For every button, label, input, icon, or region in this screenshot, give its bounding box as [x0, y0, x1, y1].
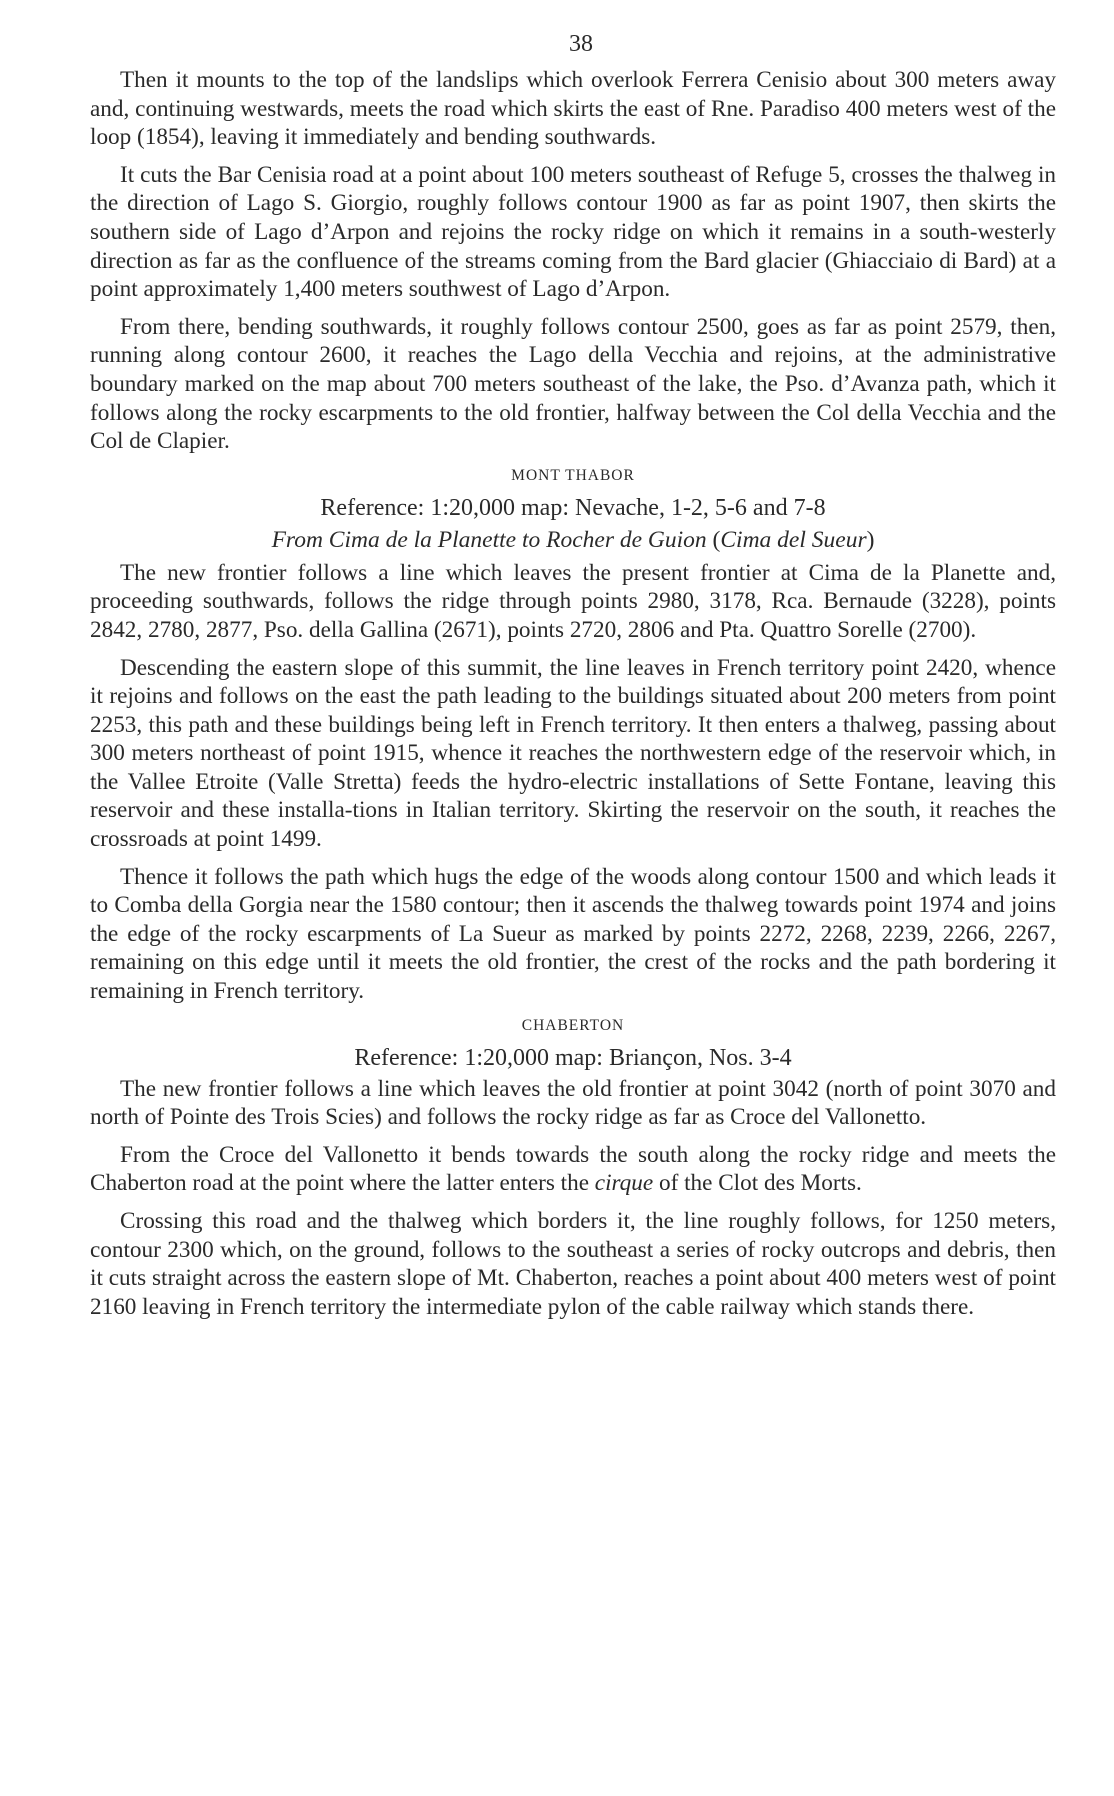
document-page: [90, 28, 1056, 1330]
italic-term: cirque: [594, 1170, 654, 1197]
map-reference-chaberton: Reference: 1:20,000 map: Briançon, Nos. 3-4: [354, 1044, 792, 1071]
subheading-alt-name: Cima del Sueur: [720, 526, 867, 553]
subheading-paren-close: ): [866, 526, 875, 553]
paragraph-text: From the Croce del Vallonetto it bends towards the south along the rocky ridge and meets the Chaberton road at the point where the latter enters the: [90, 1141, 1056, 1197]
body-paragraph: Thence it follows the path which hugs the edge of the woods along contour 1500 and which leads it to Comba della Gorgia near the 1580 contour; then it ascends the thalweg towards point 1974 and joins the edge of the rocky escarpments of La Sueur as marked by points 2272, 2268, 2239, 2266, 2267, remaining on this edge until it meets the old frontier, the crest of the rocks and the path bordering it remaining in French territory.: [90, 863, 1056, 1005]
map-reference-mont-thabor: Reference: 1:20,000 map: Nevache, 1-2, 5-6 and 7-8: [320, 494, 826, 521]
subheading-paren-open: (: [712, 526, 721, 553]
subsection-heading-mont-thabor: [90, 525, 1056, 555]
body-paragraph: [90, 1141, 1056, 1198]
body-paragraph: From there, bending southwards, it roughly follows contour 2500, goes as far as point 2579, then, running along contour 2600, it reaches the Lago della Vecchia and rejoins, at the administrative boundary marked on the map about 700 meters southeast of the lake, the Pso. d’Avanza path, which it follows along the rocky escarpments to the old frontier, halfway between the Col della Vecchia and the Col de Clapier.: [90, 313, 1056, 455]
body-paragraph: The new frontier follows a line which leaves the present frontier at Cima de la Planette and, proceeding southwards, follows the ridge through points 2980, 3178, Rca. Bernaude (3228), points 2842, 2780, 2877, Pso. della Gallina (2671), points 2720, 2806 and Pta. Quattro Sorelle (2700).: [90, 559, 1056, 643]
body-paragraph: Crossing this road and the thalweg which borders it, the line roughly follows, for 1250 meters, contour 2300 which, on the ground, follows to the southeast a series of rocky outcrops and debris, then it cuts straight across the eastern slope of Mt. Chaberton, reaches a point about 400 meters west of point 2160 leaving in French territory the intermediate pylon of the cable railway which stands there.: [90, 1208, 1056, 1320]
body-paragraph: Then it mounts to the top of the landslips which overlook Ferrera Cenisio about 300 meters away and, continuing westwards, meets the road which skirts the east of Rne. Paradiso 400 meters west of the loop (1854), leaving it immediately and bending southwards.: [90, 67, 1056, 151]
subheading-text: From Cima de la Planette to Rocher de Guion: [271, 526, 707, 553]
body-paragraph: The new frontier follows a line which leaves the old frontier at point 3042 (north of point 3070 and north of Pointe des Trois Scies) and follows the rocky ridge as far as Croce del Vallonetto.: [90, 1075, 1056, 1131]
paragraph-text: of the Clot des Morts.: [653, 1170, 862, 1197]
page-number: 38: [569, 31, 593, 57]
body-paragraph: It cuts the Bar Cenisia road at a point about 100 meters southeast of Refuge 5, crosses the thalweg in the direction of Lago S. Giorgio, roughly follows contour 1900 as far as point 1907, then skirts the southern side of Lago d’Arpon and rejoins the rocky ridge on which it remains in a south-westerly direction as far as the confluence of the streams coming from the Bard glacier (Ghiacciaio di Bard) at a point approximately 1,400 meters southwest of Lago d’Arpon.: [90, 161, 1056, 303]
section-heading-chaberton: CHABERTON: [521, 1016, 625, 1034]
section-heading-mont-thabor: MONT THABOR: [511, 466, 635, 484]
body-paragraph: Descending the eastern slope of this summit, the line leaves in French territory point 2420, whence it rejoins and follows on the east the path leading to the buildings situated about 200 meters from point 2253, this path and these buildings being left in French territory. It then enters a thalweg, passing about 300 meters northeast of point 1915, whence it reaches the northwestern edge of the reservoir which, in the Vallee Etroite (Valle Stretta) feeds the hydro-electric installations of Sette Fontane, leaving this reservoir and these installa-tions in Italian territory. Skirting the reservoir on the south, it reaches the crossroads at point 1499.: [90, 654, 1056, 853]
